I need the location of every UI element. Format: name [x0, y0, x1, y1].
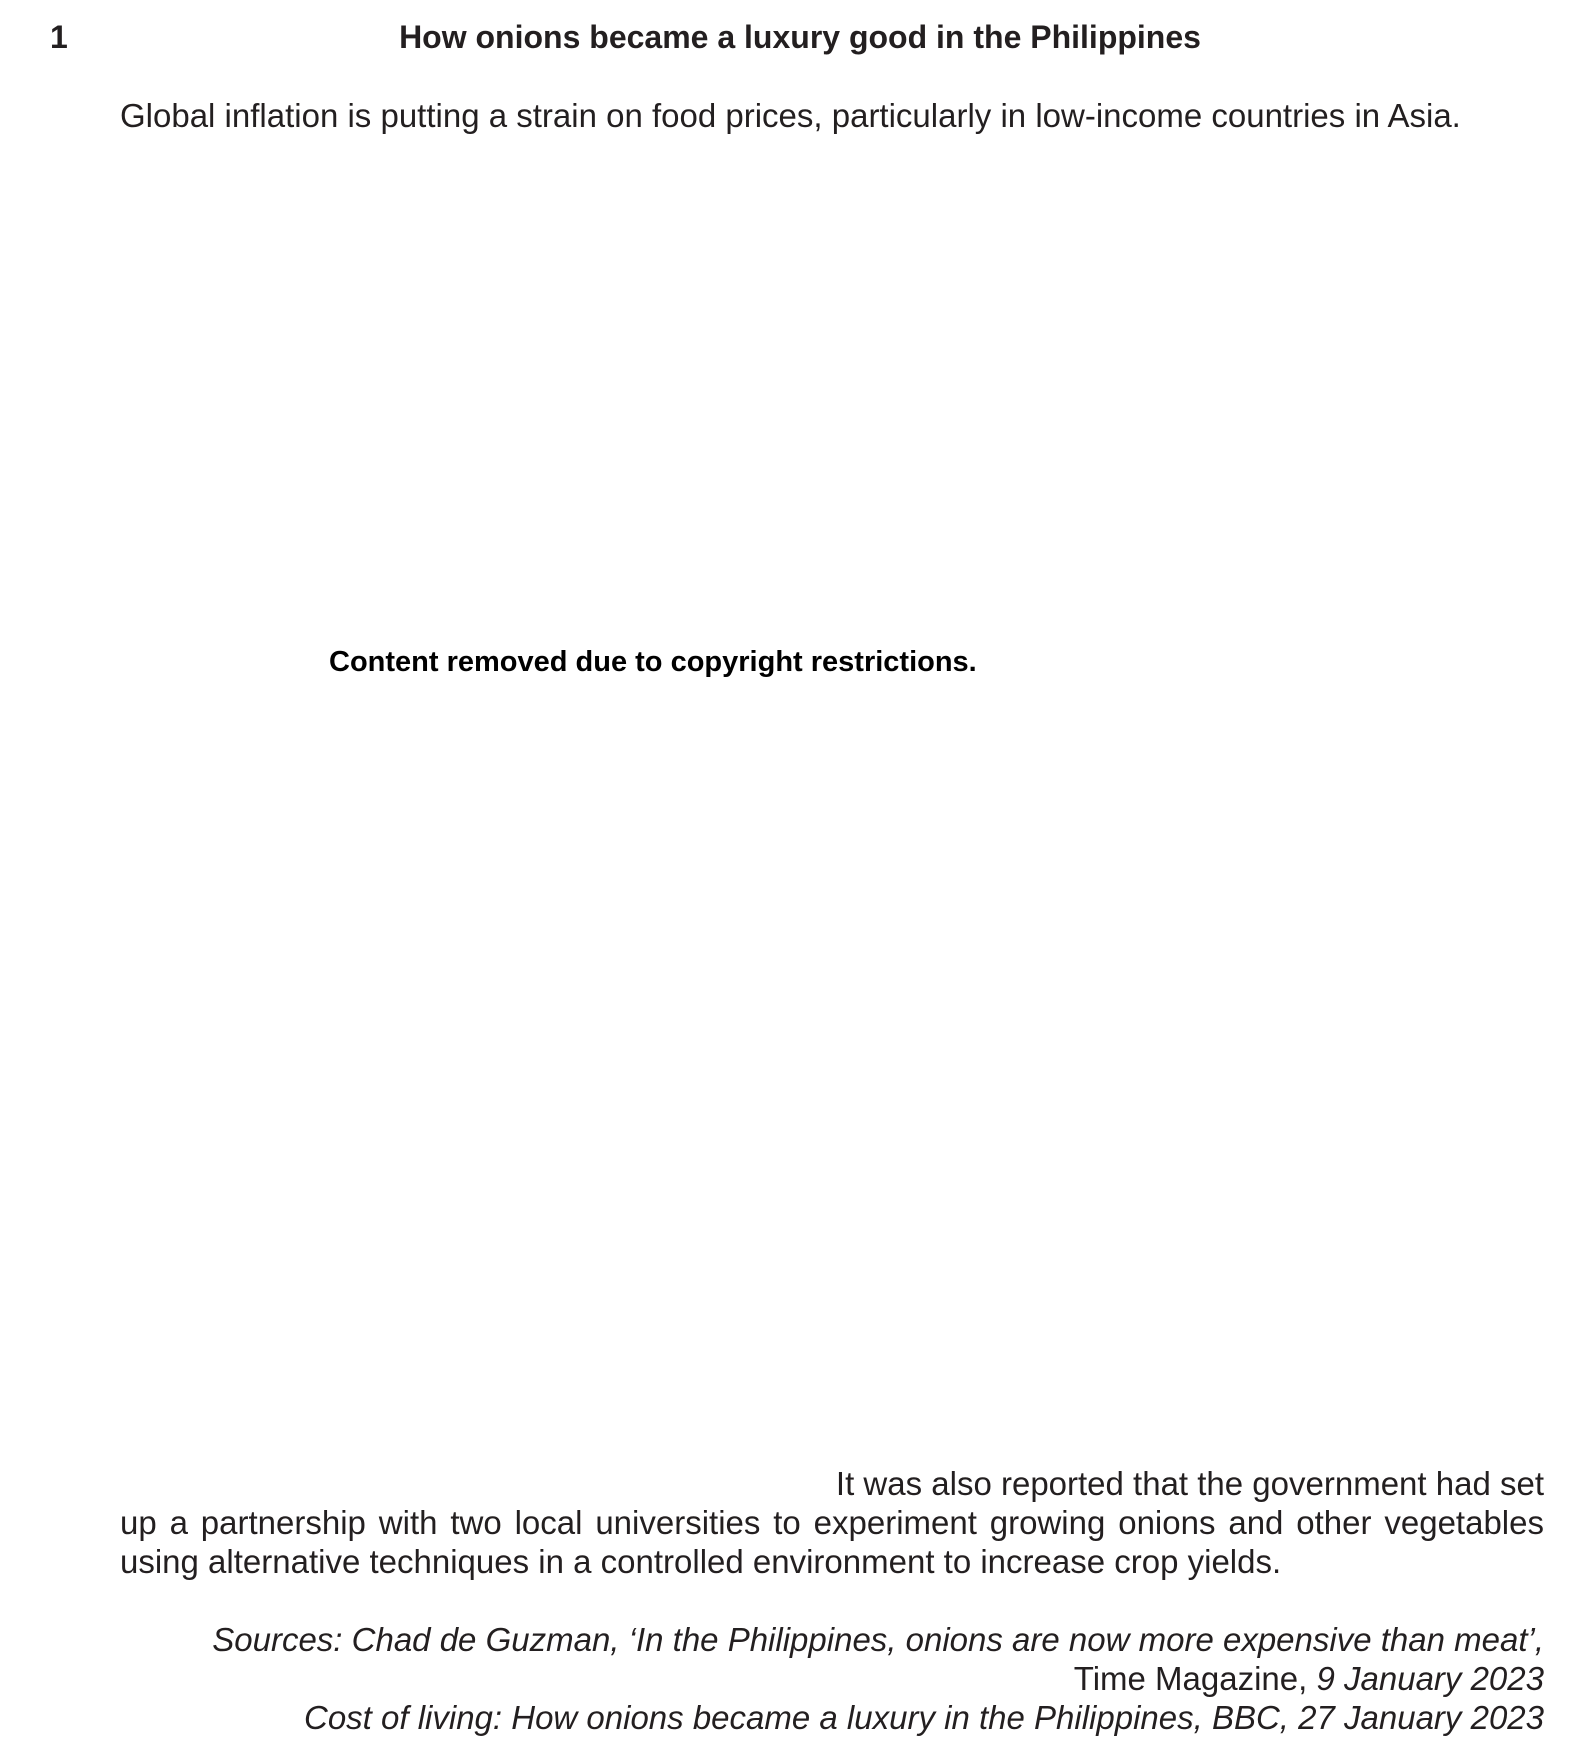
question-title: How onions became a luxury good in the Philippines	[399, 19, 1201, 55]
sources-citation	[120, 1620, 1544, 1737]
source-line: Cost of living: How onions became a luxury in the Philippines, BBC, 27 January 2023	[303, 1699, 1544, 1736]
source-line: Sources: Chad de Guzman, ‘In the Philippines, onions are now more expensive than meat’,	[212, 1621, 1544, 1658]
body-paragraph	[120, 1464, 1544, 1581]
source-date: 9 January 2023	[1316, 1660, 1544, 1697]
source-publication: Time Magazine,	[1073, 1660, 1308, 1697]
paragraph-line: using alternative techniques in a controlled environment to increase crop yields.	[120, 1543, 1282, 1580]
source-line	[120, 1659, 1544, 1698]
paragraph-line: up a partnership with two local universities to experiment growing onions and other vegetables	[120, 1504, 1544, 1541]
question-number: 1	[50, 19, 68, 55]
intro-text: Global inflation is putting a strain on food prices, particularly in low-income countries in Asia.	[120, 97, 1461, 134]
paragraph-line: It was also reported that the government had set	[835, 1465, 1544, 1502]
copyright-removed-notice: Content removed due to copyright restrictions.	[329, 646, 977, 678]
